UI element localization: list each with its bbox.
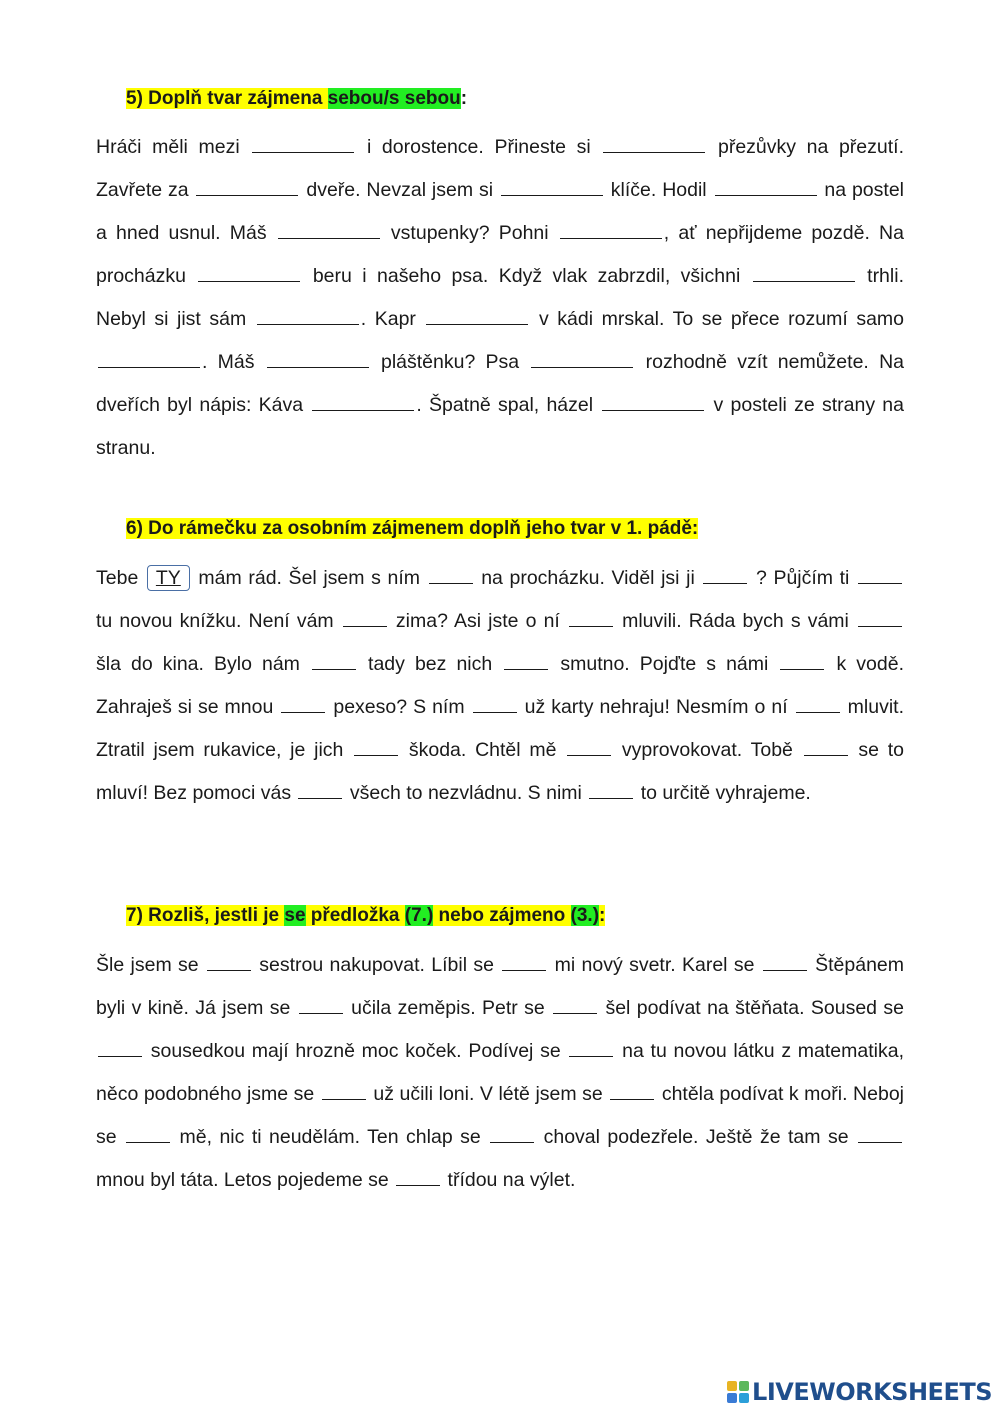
answer-blank[interactable] bbox=[569, 1038, 613, 1057]
text-run: smutno. Pojďte s námi bbox=[550, 653, 779, 675]
answer-blank[interactable] bbox=[796, 694, 840, 713]
answer-blank[interactable] bbox=[98, 1038, 142, 1057]
text-run: rozhodně vzít nemůžete. Na dveřích byl nápis: Káva bbox=[96, 351, 904, 416]
answer-blank[interactable] bbox=[780, 651, 824, 670]
answer-blank[interactable] bbox=[501, 177, 603, 196]
text-run: mě, nic ti neudělám. Ten chlap se bbox=[172, 1126, 489, 1148]
text-run: šel podívat na štěňata. Soused se bbox=[599, 997, 904, 1019]
text-run: mám rád. Šel jsem s ním bbox=[191, 567, 427, 589]
answer-blank[interactable] bbox=[763, 952, 807, 971]
answer-blank[interactable] bbox=[589, 780, 633, 799]
answer-blank[interactable] bbox=[196, 177, 298, 196]
text-run: už učili loni. V létě jsem se bbox=[367, 1083, 609, 1105]
text-run: vstupenky? Pohni bbox=[381, 222, 558, 244]
text-run: klíče. Hodil bbox=[604, 179, 713, 201]
text-run: . Špatně spal, házel bbox=[416, 394, 601, 416]
text-run: v kádi mrskal. To se přece rozumí samo bbox=[530, 308, 904, 330]
text-run: . Kapr bbox=[360, 308, 425, 330]
text-run: všech to nezvládnu. S nimi bbox=[344, 782, 588, 804]
answer-blank[interactable] bbox=[198, 263, 300, 282]
answer-blank[interactable] bbox=[753, 263, 855, 282]
answer-blank[interactable] bbox=[602, 392, 704, 411]
answer-blank[interactable] bbox=[715, 177, 817, 196]
text-run: tady bez nich bbox=[357, 653, 503, 675]
text-run: i dorostence. Přineste si bbox=[356, 136, 602, 158]
text-run: škoda. Chtěl mě bbox=[400, 739, 566, 761]
answer-blank[interactable] bbox=[426, 306, 528, 325]
answer-blank[interactable] bbox=[567, 737, 611, 756]
answer-blank[interactable] bbox=[298, 780, 342, 799]
answer-blank[interactable] bbox=[281, 694, 325, 713]
answer-blank[interactable] bbox=[502, 952, 546, 971]
answer-blank[interactable] bbox=[703, 565, 747, 584]
text-run: to určitě vyhrajeme. bbox=[635, 782, 811, 804]
answer-blank[interactable] bbox=[603, 134, 705, 153]
liveworksheets-logo: LIVEWORKSHEETS bbox=[727, 1377, 992, 1407]
exercise-5 bbox=[96, 84, 904, 470]
text-run: se to mluví! Bez pomoci vás bbox=[96, 739, 905, 804]
answer-blank[interactable] bbox=[322, 1081, 366, 1100]
answer-blank[interactable] bbox=[858, 565, 902, 584]
answer-blank[interactable] bbox=[531, 349, 633, 368]
exercise-7-heading: 7) Rozliš, jestli je se předložka (7.) nebo zájmeno (3.): bbox=[126, 905, 606, 926]
text-run: choval podezřele. Ještě že tam se bbox=[536, 1126, 856, 1148]
text-run: k vodě. Zahraješ si se mnou bbox=[96, 653, 904, 718]
text-run: trhli. Nebyl si jist sám bbox=[96, 265, 904, 330]
liveworksheets-logo-icon bbox=[727, 1381, 749, 1403]
exercise-5-text bbox=[96, 126, 904, 470]
answer-blank[interactable] bbox=[569, 608, 613, 627]
text-run: na postel a hned usnul. Máš bbox=[96, 179, 904, 244]
text-run: na tu novou látku z matematika, něco podobného jsme se bbox=[96, 1040, 904, 1105]
answer-blank[interactable] bbox=[257, 306, 359, 325]
text-run: přezůvky na přezutí. Zavřete za bbox=[96, 136, 904, 201]
answer-blank[interactable] bbox=[504, 651, 548, 670]
answer-blank[interactable] bbox=[354, 737, 398, 756]
text-run: v posteli ze strany na stranu. bbox=[96, 394, 904, 459]
answer-blank[interactable] bbox=[553, 995, 597, 1014]
answer-blank[interactable] bbox=[278, 220, 380, 239]
answer-blank[interactable] bbox=[299, 995, 343, 1014]
answer-blank[interactable] bbox=[252, 134, 354, 153]
exercise-6-heading: 6) Do rámečku za osobním zájmenem doplň jeho tvar v 1. pádě: bbox=[126, 518, 699, 539]
text-run: dveře. Nevzal jsem si bbox=[300, 179, 499, 201]
text-run: pláštěnku? Psa bbox=[370, 351, 530, 373]
text-run: mluvili. Ráda bych s vámi bbox=[614, 610, 856, 632]
text-run: Šle jsem se bbox=[96, 954, 205, 976]
text-run: zima? Asi jste o ní bbox=[388, 610, 567, 632]
answer-blank[interactable] bbox=[126, 1124, 170, 1143]
text-run: na procházku. Viděl jsi ji bbox=[474, 567, 702, 589]
answer-blank[interactable] bbox=[473, 694, 517, 713]
exercise-6 bbox=[96, 514, 904, 815]
answer-blank[interactable] bbox=[490, 1124, 534, 1143]
text-run: Štěpánem byli v kině. Já jsem se bbox=[96, 954, 905, 1019]
answer-blank[interactable] bbox=[207, 952, 251, 971]
text-run: mnou byl táta. Letos pojedeme se bbox=[96, 1169, 395, 1191]
text-run: vyprovokovat. Tobě bbox=[613, 739, 802, 761]
text-run: učila zeměpis. Petr se bbox=[344, 997, 552, 1019]
answer-blank[interactable] bbox=[858, 1124, 902, 1143]
exercise-5-heading: 5) Doplň tvar zájmena sebou/s sebou: bbox=[126, 88, 468, 109]
exercise-7 bbox=[96, 901, 904, 1202]
exercise-7-text bbox=[96, 944, 904, 1202]
text-run: třídou na výlet. bbox=[442, 1169, 576, 1191]
exercise-6-text: Tebe TY mám rád. Šel jsem s ním na procházku. Viděl jsi ji ? Půjčím ti tu novou knížku. Není vám zima? Asi jste o ní mluvili. Ráda bych s vámi šla do kina. Bylo nám tady bez nich smutno. Pojďte s námi k vodě. Zahraješ si se mnou pexeso? S ním už karty nehraju! Nesmím o ní mluvit. Ztratil jsem rukavice, je jich škoda. Chtěl mě vyprovokovat. Tobě se to mluví! Bez pomoci vás všech to nezvládnu. S nimi to určitě vyhrajeme. bbox=[96, 567, 905, 804]
answer-blank[interactable] bbox=[312, 392, 414, 411]
text-run: , ať nepřijdeme pozdě. Na procházku bbox=[96, 222, 904, 287]
text-run: Hráči měli mezi bbox=[96, 136, 251, 158]
text-run: . Máš bbox=[202, 351, 265, 373]
answer-blank[interactable] bbox=[610, 1081, 654, 1100]
answer-blank[interactable] bbox=[98, 349, 200, 368]
answer-blank[interactable] bbox=[267, 349, 369, 368]
text-run: beru i našeho psa. Když vlak zabrzdil, všichni bbox=[302, 265, 751, 287]
text-run: pexeso? S ním bbox=[327, 696, 471, 718]
answer-blank[interactable] bbox=[312, 651, 356, 670]
text-run: šla do kina. Bylo nám bbox=[96, 653, 310, 675]
answer-blank[interactable] bbox=[343, 608, 387, 627]
text-run: ? Půjčím ti bbox=[749, 567, 856, 589]
text-run: už karty nehraju! Nesmím o ní bbox=[518, 696, 794, 718]
text-run: mluvit. Ztratil jsem rukavice, je jich bbox=[96, 696, 904, 761]
text-run: chtěla podívat k moři. Neboj se bbox=[96, 1083, 904, 1148]
answer-blank[interactable] bbox=[396, 1167, 440, 1186]
example-answer-box[interactable]: TY bbox=[147, 565, 190, 591]
text-run: sousedkou mají hrozně moc koček. Podívej se bbox=[144, 1040, 568, 1062]
answer-blank[interactable] bbox=[560, 220, 662, 239]
answer-blank[interactable] bbox=[858, 608, 902, 627]
text-run: tu novou knížku. Není vám bbox=[96, 610, 341, 632]
text-run: mi nový svetr. Karel se bbox=[548, 954, 761, 976]
text-run: sestrou nakupovat. Líbil se bbox=[252, 954, 501, 976]
answer-blank[interactable] bbox=[429, 565, 473, 584]
answer-blank[interactable] bbox=[804, 737, 848, 756]
